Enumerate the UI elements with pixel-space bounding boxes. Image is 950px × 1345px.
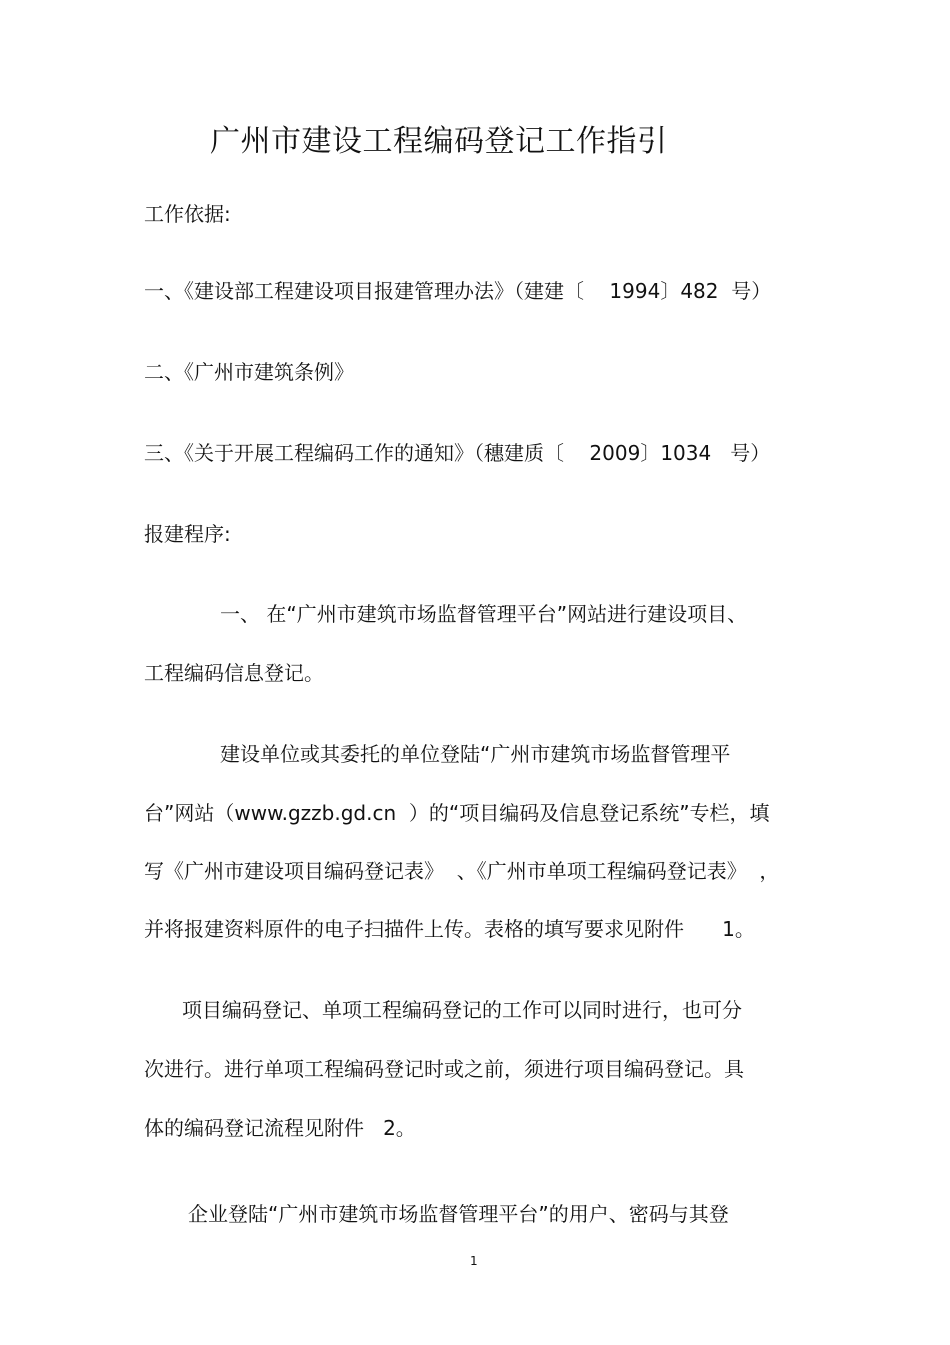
paragraph-1-line-3: 写《广州市建设项目编码登记表》 、《广州市单项工程编码登记表》 ， bbox=[144, 859, 780, 883]
basis-heading: 工作依据: bbox=[144, 202, 231, 226]
paragraph-2-line-1: 项目编码登记、单项工程编码登记的工作可以同时进行，也可分 bbox=[182, 998, 742, 1022]
procedure-heading: 报建程序: bbox=[144, 522, 231, 546]
procedure-step1-line-1: 一、 在“广州市建筑市场监督管理平台”网站进行建设项目、 bbox=[220, 602, 748, 626]
paragraph-1-line-2: 台”网站（www.gzzb.gd.cn ）的“项目编码及信息登记系统”专栏，填 bbox=[144, 801, 770, 825]
paragraph-1-line-4: 并将报建资料原件的电子扫描件上传。表格的填写要求见附件 1。 bbox=[144, 917, 755, 941]
paragraph-2-line-2: 次进行。进行单项工程编码登记时或之前，须进行项目编码登记。具 bbox=[144, 1057, 744, 1081]
paragraph-1-line-1: 建设单位或其委托的单位登陆“广州市建筑市场监督管理平 bbox=[220, 742, 731, 766]
basis-item-2: 二、《广州市建筑条例》 bbox=[144, 360, 354, 384]
document-title: 广州市建设工程编码登记工作指引 bbox=[210, 124, 668, 159]
paragraph-3-line-1: 企业登陆“广州市建筑市场监督管理平台”的用户、密码与其登 bbox=[188, 1202, 729, 1226]
basis-item-1: 一、《建设部工程建设项目报建管理办法》（建建〔 1994〕482 号） bbox=[144, 279, 772, 303]
paragraph-2-line-3: 体的编码登记流程见附件 2。 bbox=[144, 1116, 416, 1140]
basis-item-3: 三、《关于开展工程编码工作的通知》（穗建质〔 2009〕1034 号） bbox=[144, 441, 771, 465]
page-number: 1 bbox=[470, 1254, 478, 1268]
procedure-step1-line-2: 工程编码信息登记。 bbox=[144, 661, 324, 685]
